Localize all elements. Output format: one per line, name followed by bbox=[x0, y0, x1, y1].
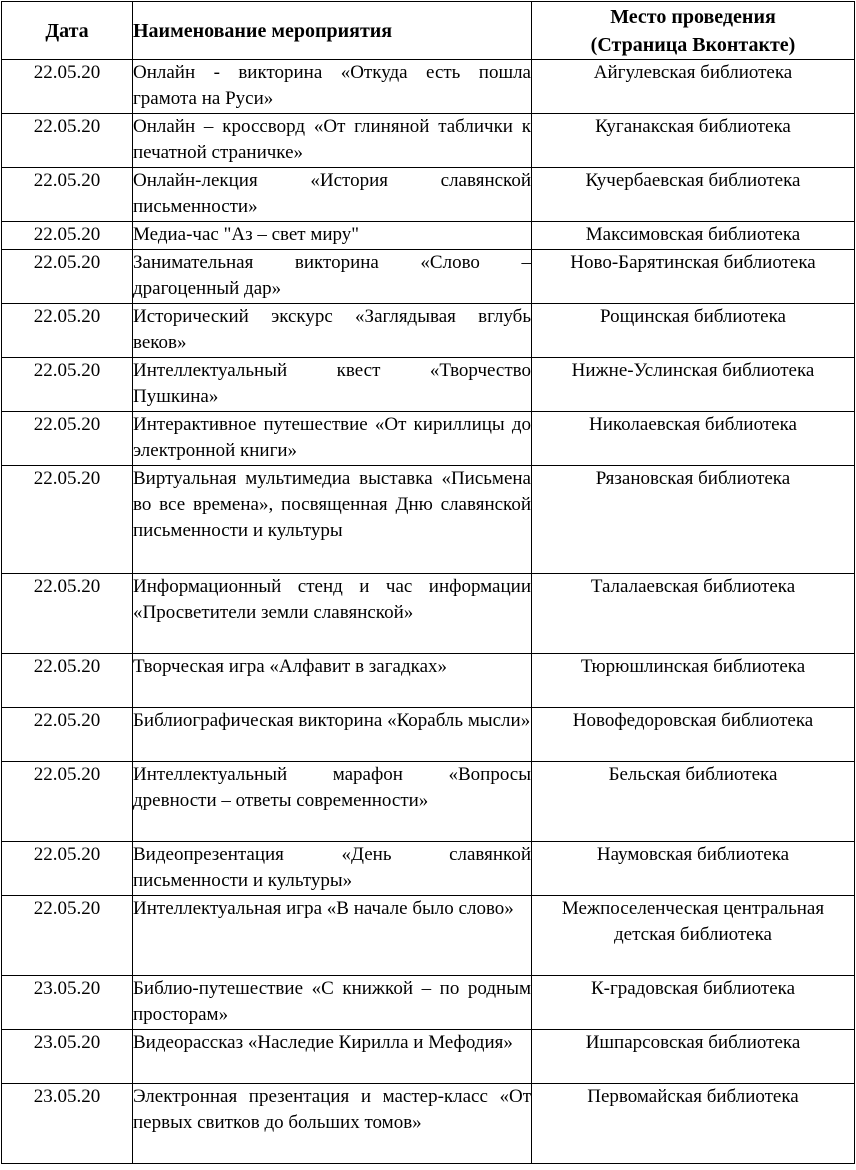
row-date: 22.05.20 bbox=[2, 574, 133, 654]
row-place: Рощинская библиотека bbox=[532, 304, 855, 358]
row-event-name: Библио-путешествие «С книжкой – по родным просторам» bbox=[133, 976, 532, 1030]
table-row bbox=[2, 60, 855, 114]
row-date: 22.05.20 bbox=[2, 708, 133, 762]
table-row bbox=[2, 466, 855, 574]
row-place: Рязановская библиотека bbox=[532, 466, 855, 574]
row-place: Межпоселенческая центральная детская библиотека bbox=[532, 896, 855, 976]
row-event-name: Интеллектуальный квест «Творчество Пушкина» bbox=[133, 358, 532, 412]
row-place: Новофедоровская библиотека bbox=[532, 708, 855, 762]
row-event-name: Онлайн – кроссворд «От глиняной таблички к печатной страничке» bbox=[133, 114, 532, 168]
row-place: Тюрюшлинская библиотека bbox=[532, 654, 855, 708]
row-date: 22.05.20 bbox=[2, 222, 133, 250]
table-row bbox=[2, 114, 855, 168]
row-place: Куганакская библиотека bbox=[532, 114, 855, 168]
row-event-name: Онлайн-лекция «История славянской письменности» bbox=[133, 168, 532, 222]
row-date: 22.05.20 bbox=[2, 168, 133, 222]
row-date: 22.05.20 bbox=[2, 654, 133, 708]
row-place: К-градовская библиотека bbox=[532, 976, 855, 1030]
table-row bbox=[2, 222, 855, 250]
table-row bbox=[2, 762, 855, 842]
row-event-name: Творческая игра «Алфавит в загадках» bbox=[133, 654, 532, 708]
table-row bbox=[2, 1084, 855, 1164]
row-place: Нижне-Услинская библиотека bbox=[532, 358, 855, 412]
row-date: 22.05.20 bbox=[2, 304, 133, 358]
table-row bbox=[2, 412, 855, 466]
row-date: 22.05.20 bbox=[2, 60, 133, 114]
header-date: Дата bbox=[2, 2, 133, 60]
row-place: Наумовская библиотека bbox=[532, 842, 855, 896]
table-header bbox=[2, 2, 855, 60]
table-row bbox=[2, 358, 855, 412]
row-date: 22.05.20 bbox=[2, 842, 133, 896]
row-event-name: Электронная презентация и мастер-класс «От первых свитков до больших томов» bbox=[133, 1084, 532, 1164]
table-row bbox=[2, 896, 855, 976]
row-date: 22.05.20 bbox=[2, 466, 133, 574]
row-place: Первомайская библиотека bbox=[532, 1084, 855, 1164]
row-place: Бельская библиотека bbox=[532, 762, 855, 842]
row-place: Талалаевская библиотека bbox=[532, 574, 855, 654]
table-row bbox=[2, 654, 855, 708]
table-row bbox=[2, 976, 855, 1030]
row-place: Николаевская библиотека bbox=[532, 412, 855, 466]
row-place: Ново-Барятинская библиотека bbox=[532, 250, 855, 304]
table-row bbox=[2, 574, 855, 654]
row-event-name: Интерактивное путешествие «От кириллицы до электронной книги» bbox=[133, 412, 532, 466]
row-place: Кучербаевская библиотека bbox=[532, 168, 855, 222]
table-row bbox=[2, 842, 855, 896]
row-event-name: Информационный стенд и час информации «Просветители земли славянской» bbox=[133, 574, 532, 654]
row-event-name: Исторический экскурс «Заглядывая вглубь веков» bbox=[133, 304, 532, 358]
table-body bbox=[2, 60, 855, 1164]
table-row bbox=[2, 1030, 855, 1084]
row-date: 22.05.20 bbox=[2, 250, 133, 304]
row-place: Ишпарсовская библиотека bbox=[532, 1030, 855, 1084]
row-date: 22.05.20 bbox=[2, 896, 133, 976]
row-event-name: Интеллектуальная игра «В начале было слово» bbox=[133, 896, 532, 976]
table-row bbox=[2, 304, 855, 358]
row-event-name: Интеллектуальный марафон «Вопросы древности – ответы современности» bbox=[133, 762, 532, 842]
row-date: 23.05.20 bbox=[2, 976, 133, 1030]
events-table bbox=[1, 1, 855, 1164]
header-place-line2: (Страница Вконтакте) bbox=[590, 33, 796, 56]
row-event-name: Виртуальная мультимедиа выставка «Письмена во все времена», посвященная Дню славянской письменности и культуры bbox=[133, 466, 532, 574]
header-row bbox=[2, 2, 855, 60]
row-date: 22.05.20 bbox=[2, 412, 133, 466]
table-row bbox=[2, 250, 855, 304]
row-date: 23.05.20 bbox=[2, 1084, 133, 1164]
row-date: 22.05.20 bbox=[2, 762, 133, 842]
row-date: 22.05.20 bbox=[2, 114, 133, 168]
row-event-name: Видеорассказ «Наследие Кирилла и Мефодия» bbox=[133, 1030, 532, 1084]
row-place: Максимовская библиотека bbox=[532, 222, 855, 250]
row-event-name: Занимательная викторина «Слово – драгоценный дар» bbox=[133, 250, 532, 304]
header-event-name: Наименование мероприятия bbox=[133, 2, 532, 60]
header-place bbox=[532, 2, 855, 60]
row-date: 22.05.20 bbox=[2, 358, 133, 412]
row-event-name: Медиа-час "Аз – свет миру" bbox=[133, 222, 532, 250]
header-place-line1: Место проведения bbox=[610, 5, 776, 28]
row-event-name: Библиографическая викторина «Корабль мысли» bbox=[133, 708, 532, 762]
table-row bbox=[2, 168, 855, 222]
row-date: 23.05.20 bbox=[2, 1030, 133, 1084]
row-event-name: Онлайн - викторина «Откуда есть пошла грамота на Руси» bbox=[133, 60, 532, 114]
row-place: Айгулевская библиотека bbox=[532, 60, 855, 114]
table-row bbox=[2, 708, 855, 762]
row-event-name: Видеопрезентация «День славянкой письменности и культуры» bbox=[133, 842, 532, 896]
